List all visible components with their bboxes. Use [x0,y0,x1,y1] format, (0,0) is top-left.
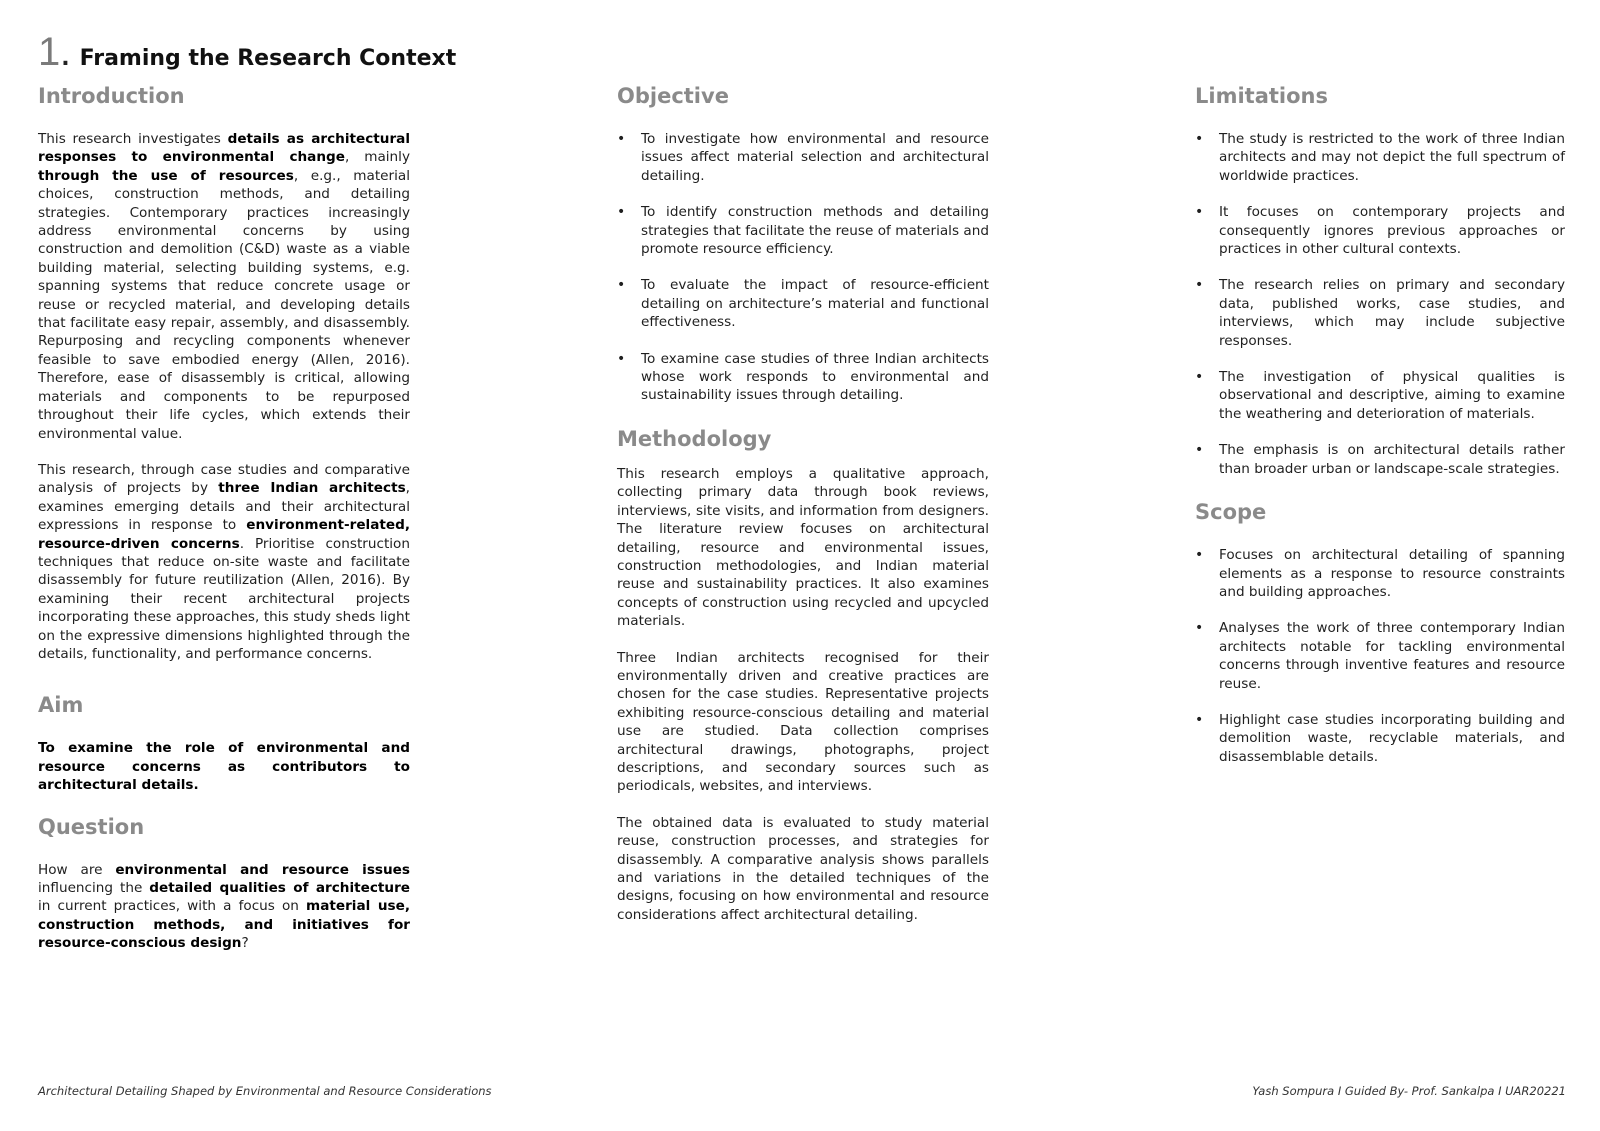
body-text: in current practices, with a focus on [38,898,307,915]
column-left [38,82,410,953]
objective-item: • To examine case studies of three Indian architects whose work responds to environmental and sustainability issues through detailing. [617,350,989,405]
objective-item: • To identify construction methods and detailing strategies that facilitate the reuse of materials and promote resource efficiency. [617,203,989,258]
body-text: influencing the [38,880,150,896]
body-text: How are [38,861,116,878]
section-title: Framing the Research Context [79,46,457,71]
methodology-paragraph: The obtained data is evaluated to study material reuse, construction processes, and strategies for disassembly. A comparative analysis shows parallels and variations in the detailed techniques of the designs, focusing on how environmental and resource considerations affect architectural detailing. [617,814,989,923]
body-text: This research, through case studies and comparative analysis of projects by [38,461,410,497]
objective-heading: Objective [617,84,729,108]
body-text: . Prioritise construction techniques that reduce on-site waste and facilitate disassembly for future reutilization (Allen, 2016). By examining their recent architectural projects incorporating these approaches, this study sheds light on the expressive dimensions highlighted through the details, functionality, and performance concerns. [38,535,410,662]
limitation-item: • The research relies on primary and secondary data, published works, case studies, and interviews, which may include subjective responses. [1195,276,1565,350]
introduction-heading: Introduction [38,84,185,108]
scope-item: • Analyses the work of three contemporary Indian architects notable for tackling environmental concerns through inventive features and resource reuse. [1195,619,1565,693]
limitations-list [1195,130,1565,478]
introduction-paragraph-2 [38,461,410,663]
emphasis-text: details as architectural responses to environmental change [38,131,410,166]
methodology-heading: Methodology [617,426,772,451]
body-text: , mainly [344,149,410,166]
scope-item: • Highlight case studies incorporating building and demolition waste, recyclable materials, and disassemblable details. [1195,711,1565,766]
page-title [38,30,456,75]
section-number-dot: . [61,46,70,71]
methodology-paragraph: Three Indian architects recognised for their environmentally driven and creative practices are chosen for the case studies. Representative projects exhibiting resource-conscious detailing and material use are studied. Data collection comprises architectural drawings, photographs, project descriptions, and secondary sources such as periodicals, websites, and interviews. [617,649,989,795]
emphasis-text: environment-related, resource-driven concerns [38,517,410,552]
column-middle [617,82,989,924]
emphasis-text: detailed qualities of architecture [149,880,411,896]
scope-heading: Scope [1195,500,1267,525]
aim-heading: Aim [38,693,84,718]
limitation-item: • It focuses on contemporary projects and consequently ignores previous approaches or practices in other cultural contexts. [1195,203,1565,258]
body-text: , examines emerging details and their architectural expressions in response to [38,480,410,534]
aim-text: To examine the role of environmental and resource concerns as contributors to architectural details. [38,740,410,794]
limitation-item: • The study is restricted to the work of three Indian architects and may not depict the full spectrum of worldwide practices. [1195,130,1565,185]
footer-thesis-title: Architectural Detailing Shaped by Environmental and Resource Considerations [38,1084,492,1098]
emphasis-text: three Indian architects [218,480,406,497]
body-text: ? [241,935,249,952]
body-text: This research investigates [38,131,228,147]
emphasis-text: through the use of resources [38,167,294,184]
question-text [38,861,410,953]
methodology-paragraph: This research employs a qualitative approach, collecting primary data through book reviews, interviews, site visits, and information from designers. The literature review focuses on architectural detailing, resource and environmental issues, construction methodologies, and Indian material reuse and sustainability practices. It also examines concepts of construction using recycled and upcycled materials. [617,465,989,630]
scope-list [1195,546,1565,766]
scope-item: • Focuses on architectural detailing of spanning elements as a response to resource constraints and building approaches. [1195,546,1565,601]
column-right [1195,82,1565,784]
objective-item: • To evaluate the impact of resource-efficient detailing on architecture’s material and functional effectiveness. [617,276,989,331]
footer-author-info: Yash Sompura I Guided By- Prof. Sankalpa I UAR20221 [1252,1084,1566,1098]
body-text: , e.g., material choices, construction methods, and detailing strategies. Contemporary practices increasingly address environmental concerns by using construction and demolition (C&D) waste as a viable building material, selecting building systems, e.g. spanning systems that reduce concrete usage or reuse or recycled material, and developing details that facilitate easy repair, assembly, and disassembly. Repurposing and recycling components whenever feasible to save embodied energy (Allen, 2016). Therefore, ease of disassembly is critical, allowing materials and components to be repurposed throughout their life cycles, which extends their environmental value. [38,167,410,442]
emphasis-text: environmental and resource issues [115,861,410,878]
limitation-item: • The emphasis is on architectural details rather than broader urban or landscape-scale strategies. [1195,441,1565,478]
question-heading: Question [38,814,145,839]
limitation-item: • The investigation of physical qualities is observational and descriptive, aiming to examine the weathering and deterioration of materials. [1195,368,1565,423]
objective-list [617,130,989,405]
emphasis-text: material use, construction methods, and initiatives for resource-conscious design [38,898,410,952]
introduction-paragraph-1 [38,130,410,443]
objective-item: • To investigate how environmental and resource issues affect material selection and architectural detailing. [617,130,989,185]
section-number: 1 [38,30,60,74]
limitations-heading: Limitations [1195,84,1328,108]
